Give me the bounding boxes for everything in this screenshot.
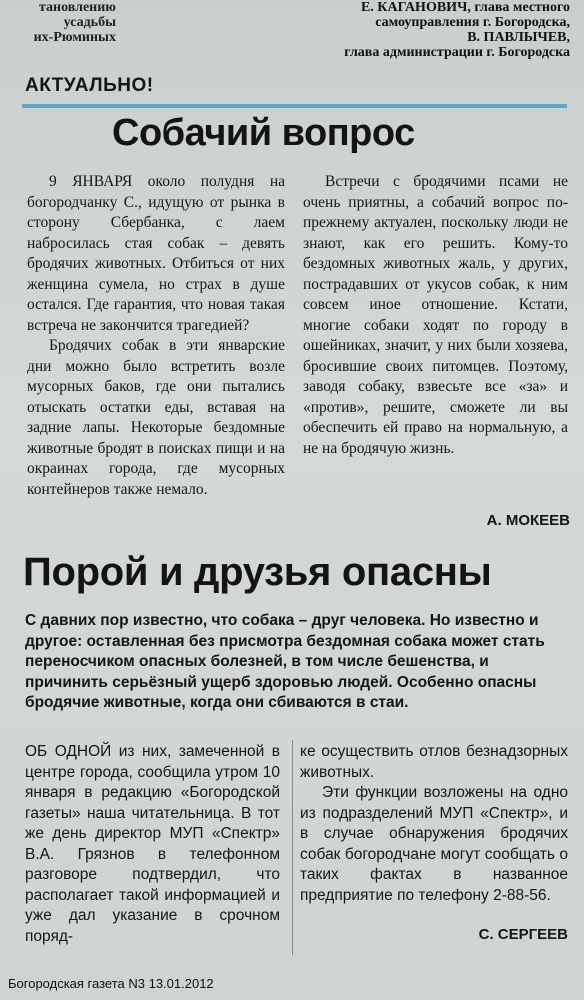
rubric-label: АКТУАЛЬНО! xyxy=(25,75,154,96)
prev-article-signatures xyxy=(250,0,570,60)
fragment-line: их-Рюминых xyxy=(33,30,116,45)
fragment-line: В. ПАВЛЫЧЕВ, xyxy=(467,30,570,45)
fragment-line: Е. КАГАНОВИЧ, глава местного xyxy=(360,0,570,15)
column-divider xyxy=(292,740,293,955)
article1-headline: Собачий вопрос xyxy=(112,112,415,154)
article2-headline: Порой и друзья опасны xyxy=(23,550,492,594)
paragraph: ке осуществить отлов безнадзорных животных. xyxy=(300,743,568,781)
rubric-rule xyxy=(22,104,567,108)
paragraph: Эти функции возложены на одно из подразделений МУП «Спектр», и в случае обнаружения бродячих собак богородчане могут сообщать о таких фактах в названное предприятие по телефону 2-88-56. xyxy=(300,784,568,904)
fragment-line: тановлению xyxy=(38,0,116,15)
paragraph: Встречи с бродячими псами не очень приятны, а собачий вопрос по-прежнему актуален, поскольку люди не знают, как его решить. Кому-то бездомных животных жаль, у других, пострадавших от укусов собак, к ним совсем иное отношение. Кстати, многие собаки ходят по городу в ошейниках, значит, у них были хозяева, бросившие своих питомцев. Поэтому, заводя собаку, взвесьте все «за» и «против», решите, сможете ли вы обеспечить ей право на нормальную, а не на бродячую жизнь. xyxy=(303,173,568,457)
paragraph: 9 ЯНВАРЯ около полудня на богородчанку С., идущую от рынка в сторону Сбербанка, с лаем набросилась стая собак – девять бродячих животных. Отбиться от них женщина сумела, но страх в душе остался. Где гарантия, что новая такая встреча не закончится трагедией? xyxy=(27,173,285,334)
fragment-line: усадьбы xyxy=(63,15,116,30)
article2-column-2 xyxy=(300,742,568,906)
article1-author: А. МОКЕЕВ xyxy=(486,512,570,529)
paragraph: ОБ ОДНОЙ из них, замеченной в центре города, сообщила утром 10 января в редакцию «Богородской газеты» наша читательница. В тот же день директор МУП «Спектр» В.А. Грязнов в телефонном разговоре подтвердил, что располагает такой информацией и уже дал указание в срочном поряд- xyxy=(25,743,280,945)
article2-author: С. СЕРГЕЕВ xyxy=(478,926,568,943)
paragraph: Бродячих собак в эти январские дни можно было встретить возле мусорных баков, где они пытались отыскать остатки еды, вставая на задние лапы. Некоторые бездомные животные бродят в поисках пищи и на окраинах города, где мусорных контейнеров также немало. xyxy=(27,337,285,498)
fragment-line: самоуправления г. Богородска, xyxy=(375,15,570,30)
article2-lead: С давних пор известно, что собака – друг человека. Но известно и другое: оставленная без присмотра бездомная собака может стать переносчиком опасных болезней, в том числе бешенства, и причинить серьёзный ущерб здоровью людей. Особенно опасны бродячие животные, когда они сбиваются в стаи. xyxy=(25,612,545,711)
source-caption: Богородская газета N3 13.01.2012 xyxy=(8,976,214,991)
fragment-line: глава администрации г. Богородска xyxy=(344,45,570,60)
article1-column-2 xyxy=(303,172,568,459)
article1-column-1 xyxy=(27,172,285,500)
prev-article-fragment-left xyxy=(6,0,116,45)
article2-column-1 xyxy=(25,742,280,947)
